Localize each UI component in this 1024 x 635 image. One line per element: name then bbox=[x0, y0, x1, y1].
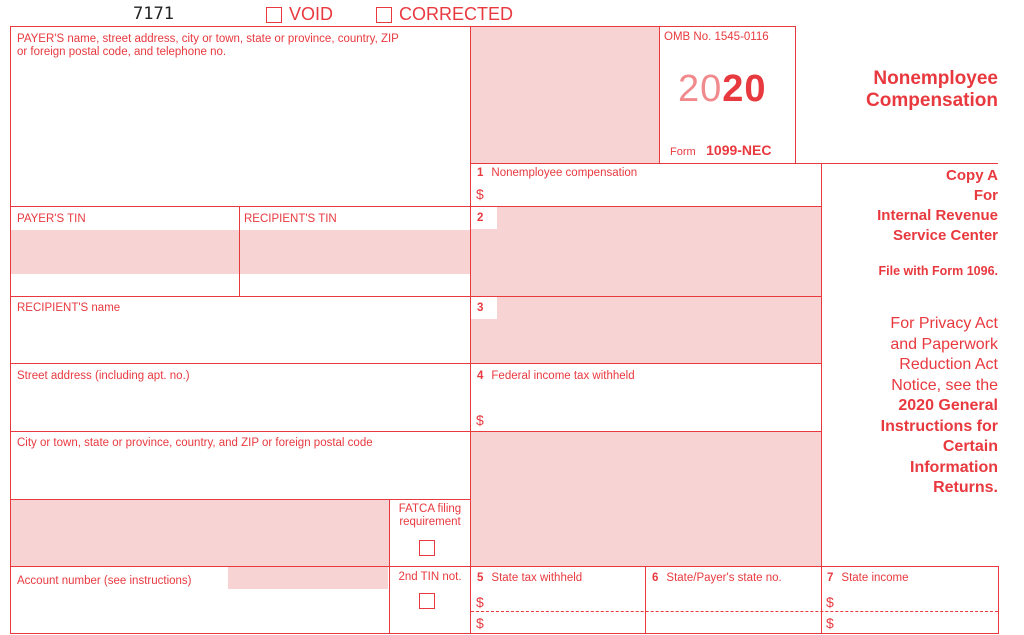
state-payer-number-input-1[interactable] bbox=[650, 592, 818, 610]
account-number-input[interactable] bbox=[230, 568, 386, 588]
second-tin-checkbox[interactable] bbox=[419, 593, 435, 609]
street-address-input[interactable] bbox=[16, 388, 464, 426]
box1-label: 1 Nonemployee compensation bbox=[477, 167, 638, 179]
corrected-checkbox[interactable] bbox=[376, 7, 392, 23]
box5-dollar-1: $ bbox=[476, 594, 484, 610]
box5-dollar-2: $ bbox=[476, 615, 484, 631]
corrected-label: CORRECTED bbox=[399, 4, 514, 24]
void-checkbox[interactable] bbox=[266, 7, 282, 23]
recipient-name-label: RECIPIENT'S name bbox=[17, 302, 121, 314]
box4-label: 4 Federal income tax withheld bbox=[477, 370, 635, 382]
box6-label: 6 State/Payer's state no. bbox=[652, 572, 782, 584]
box2-shade bbox=[471, 207, 821, 296]
fatca-checkbox[interactable] bbox=[419, 540, 435, 556]
state-tax-withheld-input-2[interactable] bbox=[490, 613, 640, 631]
state-tax-withheld-input-1[interactable] bbox=[490, 592, 640, 610]
account-number-label: Account number (see instructions) bbox=[17, 575, 192, 587]
nonemployee-compensation-input[interactable] bbox=[490, 184, 816, 204]
federal-tax-withheld-input[interactable] bbox=[490, 408, 816, 428]
box2-number: 2 bbox=[477, 212, 484, 224]
box1-dollar: $ bbox=[476, 186, 484, 202]
recipient-tin-label: RECIPIENT'S TIN bbox=[244, 213, 337, 225]
city-label: City or town, state or province, country, and ZIP or foreign postal code bbox=[17, 437, 373, 449]
box7-dollar-2: $ bbox=[826, 615, 834, 631]
payer-shade-top bbox=[471, 27, 659, 163]
box3-shade bbox=[471, 297, 821, 363]
copy-a-heading: Copy A For Internal Revenue Service Center bbox=[877, 167, 998, 244]
form-title: Nonemployee Compensation bbox=[866, 68, 998, 111]
box7-label: 7 State income bbox=[827, 572, 909, 584]
box4-dollar: $ bbox=[476, 412, 484, 428]
fatca-left-shade bbox=[10, 500, 389, 566]
street-address-label: Street address (including apt. no.) bbox=[17, 370, 190, 382]
state-income-input-1[interactable] bbox=[840, 592, 994, 610]
city-input[interactable] bbox=[16, 456, 464, 494]
box7-dollar-1: $ bbox=[826, 594, 834, 610]
box5-label: 5 State tax withheld bbox=[477, 572, 583, 584]
payer-name-input[interactable] bbox=[16, 70, 464, 200]
right-mid-shade bbox=[471, 432, 821, 566]
recipient-name-input[interactable] bbox=[16, 320, 464, 358]
payer-name-label: PAYER'S name, street address, city or town, state or province, country, ZIP or foreign postal code, and telephone no. bbox=[17, 33, 399, 58]
recipient-tin-input[interactable] bbox=[244, 234, 466, 270]
second-tin-label: 2nd TIN not. bbox=[398, 571, 462, 583]
form-code: 7171 bbox=[133, 4, 174, 24]
file-with-1096: File with Form 1096. bbox=[878, 264, 998, 278]
state-income-input-2[interactable] bbox=[840, 613, 994, 631]
payer-tin-label: PAYER'S TIN bbox=[17, 213, 86, 225]
box3-number: 3 bbox=[477, 302, 484, 314]
payer-tin-input[interactable] bbox=[14, 234, 236, 270]
form-identifier: Form 1099-NEC bbox=[670, 142, 772, 158]
omb-number: OMB No. 1545-0116 bbox=[664, 31, 769, 43]
fatca-label: FATCA filing requirement bbox=[398, 503, 462, 528]
state-payer-number-input-2[interactable] bbox=[650, 613, 818, 631]
tax-year: 2020 bbox=[678, 68, 767, 110]
void-label: VOID bbox=[289, 4, 334, 24]
privacy-notice: For Privacy Act and Paperwork Reduction Act Notice, see the 2020 General Instructions for Certain Information Returns. bbox=[880, 315, 998, 496]
